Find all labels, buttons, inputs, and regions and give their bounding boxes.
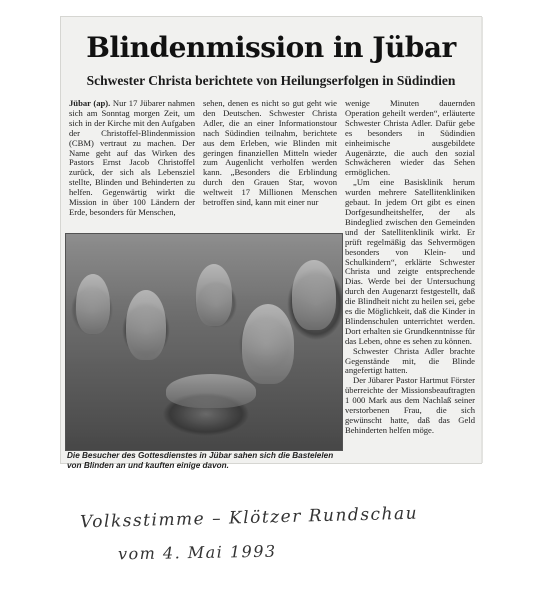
- article-column-1: [69, 99, 195, 218]
- photo-person: [196, 264, 232, 326]
- column-3-paragraph-3: Schwester Christa Adler brachte Gegenstände mit, die Blinde angefertigt hatten.: [345, 345, 475, 376]
- clipping-edge: [481, 17, 483, 463]
- column-3-paragraph-2: „Um eine Basisklinik herum wurden mehrere Satellitenkliniken gebaut. In jedem Ort gibt es einen Dorfgesundheitshelfer, der als Bindeglied zwischen den Gemeinden und der Satellitenklinik wirkt. Er prüft regelmäßig das Sehvermögen besonders von Klein- und Schulkindern“, erklärte Schwester Christa und zeigte entsprechende Dias. Werde bei der Untersuchung durch den Augenarzt festgestellt, daß die Blindheit nicht zu heilen sei, gebe es die Möglichkeit, daß die Kinder in Blindenschulen unterrichtet werden. Dort erhalten sie Grundkenntnisse für das Leben, ohne es sehen zu können.: [345, 177, 475, 346]
- photo-table: [166, 374, 256, 408]
- article-column-2: [203, 99, 337, 208]
- handwritten-source: Volksstimme – Klötzer Rundschau: [79, 503, 419, 533]
- newspaper-clipping: [60, 16, 482, 470]
- article-column-3: [345, 99, 475, 436]
- column-1-text: Nur 17 Jübarer nahmen sich am Sonntag morgen Zeit, um sich in der Kirche mit den Aufgaben der Christoffel-Blindenmission (CBM) vertraut zu machen. Der Name geht auf das Wirken des Pastors Ernst Jacob Christoffel zurück, der sich als Lebensziel stellte, Blinden und Behinderten zu helfen. Gegenwärtig wirkt die Mission in über 100 Ländern der Erde, besonders für Menschen,: [69, 98, 195, 217]
- photo-person: [242, 304, 294, 384]
- dateline: Jübar (ap).: [69, 98, 111, 108]
- subheadline: Schwester Christa berichtete von Heilungserfolgen in Südindien: [86, 73, 456, 88]
- article-photo: [65, 233, 343, 451]
- column-3-paragraph-1: wenige Minuten dauernden Operation geheilt werden“, erläuterte Schwester Christa Adler. Dafür gebe es besonders in Südindien einheimische ausgebildete Augenärzte, die auch den sozial Schwächeren wieder das Sehen ermöglichen.: [345, 98, 475, 178]
- photo-person: [126, 290, 166, 360]
- column-2-text: sehen, denen es nicht so gut geht wie den Deutschen. Schwester Christa Adler, die an einer Informationstour nach Südindien teilnahm, berichtete aus dem Erleben, wie Blinden mit geringen finanziellen Mitteln wieder zum Augenlicht verholfen werden kann. „Besonders die Erblindung durch den Grauen Star, wovon weltweit 17 Millionen Menschen betroffen sind, kann mit einer nur: [203, 98, 337, 208]
- photo-caption: Die Besucher des Gottesdienstes in Jübar sahen sich die Bastelelen von Blinden an und kauften einige davon.: [67, 451, 334, 470]
- photo-person: [292, 260, 336, 330]
- handwritten-date: vom 4. Mai 1993: [117, 541, 277, 564]
- headline: Blindenmission in Jübar: [86, 31, 456, 64]
- column-3-paragraph-4: Der Jübarer Pastor Hartmut Förster überreichte der Missionsbeauftragten 1 000 Mark aus dem Nachlaß seiner verstorbenen Frau, die sich gewünscht hatte, daß das Geld Behinderten helfen möge.: [345, 375, 475, 435]
- photo-person: [76, 274, 110, 334]
